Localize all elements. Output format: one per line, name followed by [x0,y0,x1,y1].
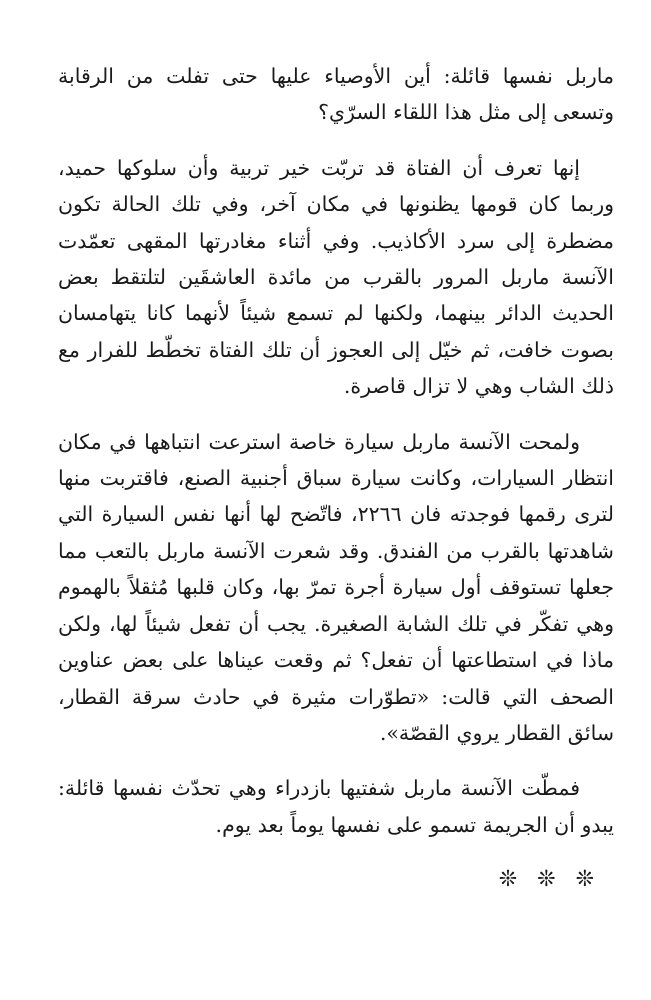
asterism-icon: ❊ [575,867,614,893]
paragraph: ماربل نفسها قائلة: أين الأوصياء عليها حتى تفلت من الرقابة وتسعى إلى مثل هذا اللقاء السرّي؟ [58,64,615,125]
paragraph: ولمحت الآنسة ماربل سيارة خاصة استرعت انتباهها في مكان انتظار السيارات، وكانت سيارة سباق أجنبية الصنع، فاقتربت منها لترى رقمها فوجدته فان ٢٢٦٦، فاتّضح لها أنها نفس السيارة التي شاهدتها بالقرب من الفندق. وقد شعرت الآنسة ماربل بالتعب مما جعلها تستوقف أول سيارة أجرة تمرّ بها، وكان قلبها مُثقلاً بالهموم وهي تفكّر في تلك الشابة الصغيرة. يجب أن تفعل شيئاً لها، ولكن ماذا في استطاعتها أن تفعل؟ ثم وقعت عيناها على بعض عناوين الصحف التي قالت: «تطوّرات مثيرة في حادث سرقة القطار، سائق القطار يروي القصّة». [58,429,614,745]
paragraph: إنها تعرف أن الفتاة قد تربّت خير تربية وأن سلوكها حميد، وربما كان قومها يظنونها في مكان آخر، وفي تلك الحالة تكون مضطرة إلى سرد الأكاذيب. وفي أثناء مغادرتها المقهى تعمّدت الآنسة ماربل المرور بالقرب من مائدة العاشقَين لتلتقط بعض الحديث الدائر بينهما، ولكنها لم تسمع شيئاً لأنهما كانا يتهامسان بصوت خافت، ثم خيّل إلى العجوز أن تلك الفتاة تخطّط للفرار مع ذلك الشاب وهي لا تزال قاصرة. [58,155,614,399]
asterism-icon: ❊ [498,867,538,893]
section-break-ornament [58,862,614,898]
asterism-icon: ❊ [537,867,576,893]
paragraph: فمطّت الآنسة ماربل شفتيها بازدراء وهي تحدّث نفسها قائلة: يبدو أن الجريمة تسمو على نفسها يوماً بعد يوم. [58,776,614,837]
page-body [58,58,614,899]
